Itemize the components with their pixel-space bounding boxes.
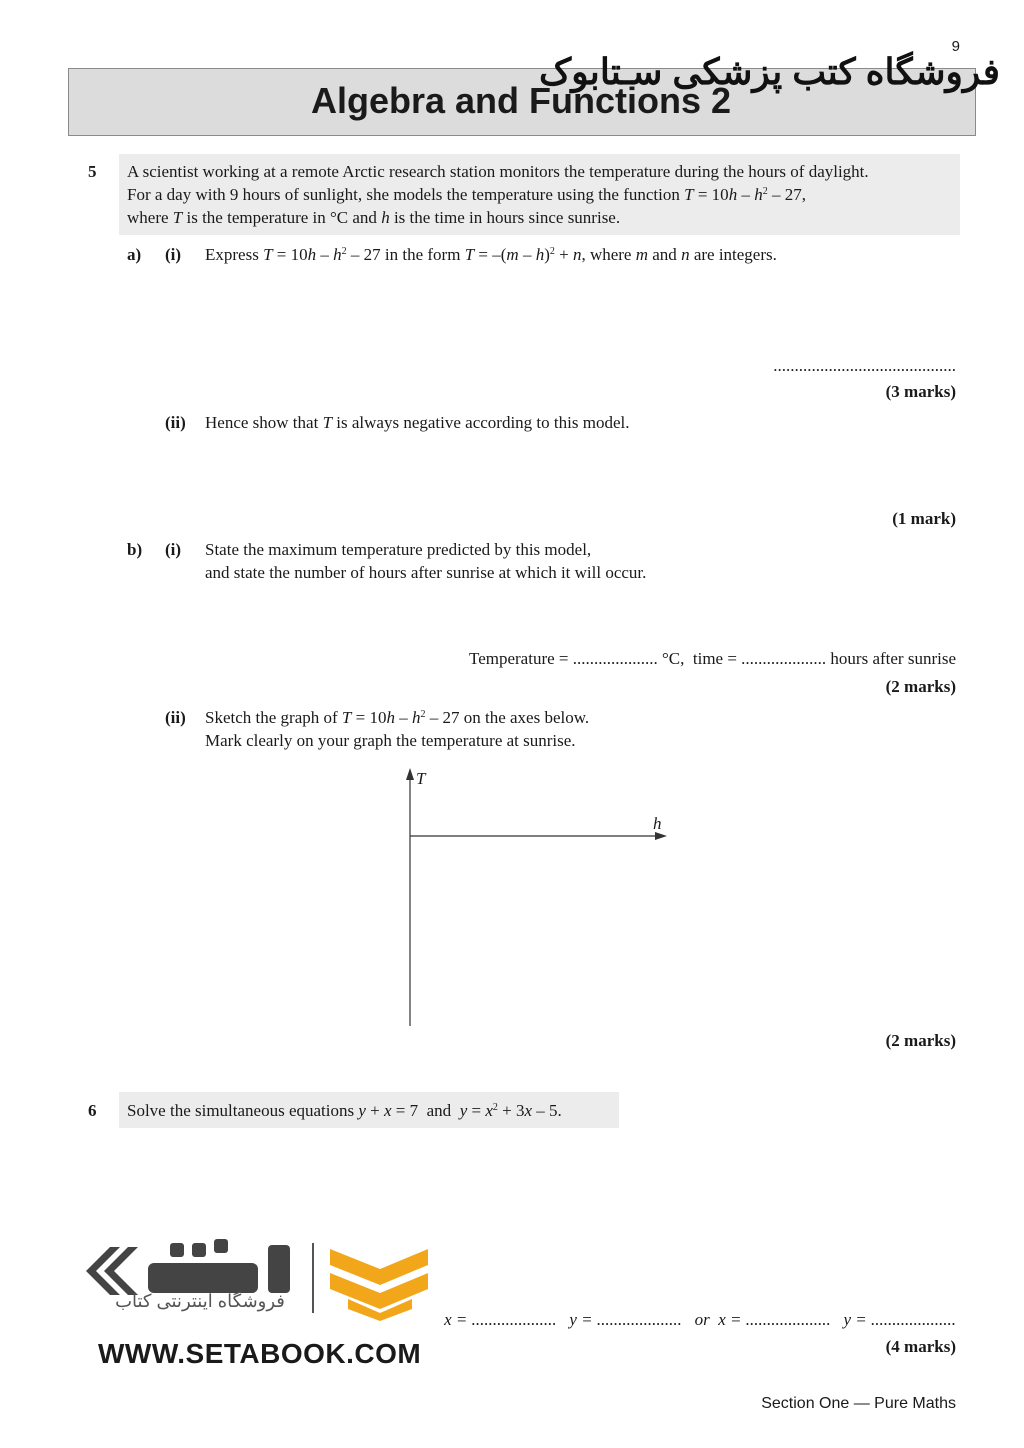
part-b-i-label: (i)	[165, 540, 182, 559]
question-6-text: Solve the simultaneous equations y + x = 7 and $y = x^2 + 3x - 5$.	[127, 1101, 562, 1120]
marks-a-i: (3 marks)	[885, 382, 956, 401]
part-b-ii-text: Sketch the graph of $T = 10h - h^2 - 27$ on the axes below. Mark clearly on your graph the temperature at sunrise.	[205, 708, 590, 750]
stem-line-3: where T is the temperature in °C and h is the time in hours since sunrise.	[127, 208, 621, 227]
setabook-logo	[80, 1235, 440, 1375]
stem-line-2: For a day with 9 hours of sunlight, she models the temperature using the function $T = 10h - h^2 - 27$,	[127, 185, 806, 204]
logo-url[interactable]: WWW.SETABOOK.COM	[98, 1338, 422, 1369]
answer-line-b-i[interactable]: Temperature = .................... °C, time = .................... hours after sunrise	[469, 649, 956, 668]
question-number-6: 6	[88, 1101, 97, 1120]
part-a-ii-label: (ii)	[165, 413, 186, 432]
marks-b-ii: (2 marks)	[885, 1031, 956, 1050]
axis-label-h: h	[653, 814, 662, 833]
page-title: Algebra and Functions 2	[310, 80, 732, 121]
question-number-5: 5	[88, 162, 97, 181]
stem-line-1: A scientist working at a remote Arctic research station monitors the temperature during the hours of daylight.	[127, 162, 869, 181]
footer-section: Section One — Pure Maths	[761, 1395, 956, 1412]
answer-line-q6[interactable]: x = .................... y = .................... or x = .................... y = ....................	[444, 1310, 956, 1329]
page-number: 9	[951, 38, 960, 55]
part-a-i-text: Express $T = 10h - h^2 - 27$ in the form T = –(m – h)$^2$ + n, where m and n are integers.	[205, 245, 777, 264]
marks-a-ii: (1 mark)	[892, 509, 956, 528]
part-b-i-text: State the maximum temperature predicted by this model, and state the number of hours after sunrise at which it will occur.	[205, 540, 647, 582]
logo-tagline: فروشگاه اینترنتی کتاب	[115, 1291, 285, 1311]
watermark-text: فروشگاه کتب پزشکی سـتابوک	[538, 51, 1000, 92]
marks-q6: (4 marks)	[885, 1337, 956, 1356]
part-b-label: b)	[127, 540, 143, 559]
answer-line-a-i[interactable]: ...........................................	[773, 356, 956, 375]
marks-b-i: (2 marks)	[885, 677, 956, 696]
part-b-ii-label: (ii)	[165, 708, 186, 727]
part-a-i-label: (i)	[165, 245, 182, 264]
sketch-axes[interactable]	[395, 760, 685, 1035]
vertical-axis-arrow	[406, 768, 414, 780]
part-a-label: a)	[127, 245, 142, 264]
part-a-ii-text: Hence show that T is always negative according to this model.	[205, 413, 630, 432]
axis-label-t: T	[416, 769, 426, 788]
question-5-stem	[127, 160, 957, 229]
